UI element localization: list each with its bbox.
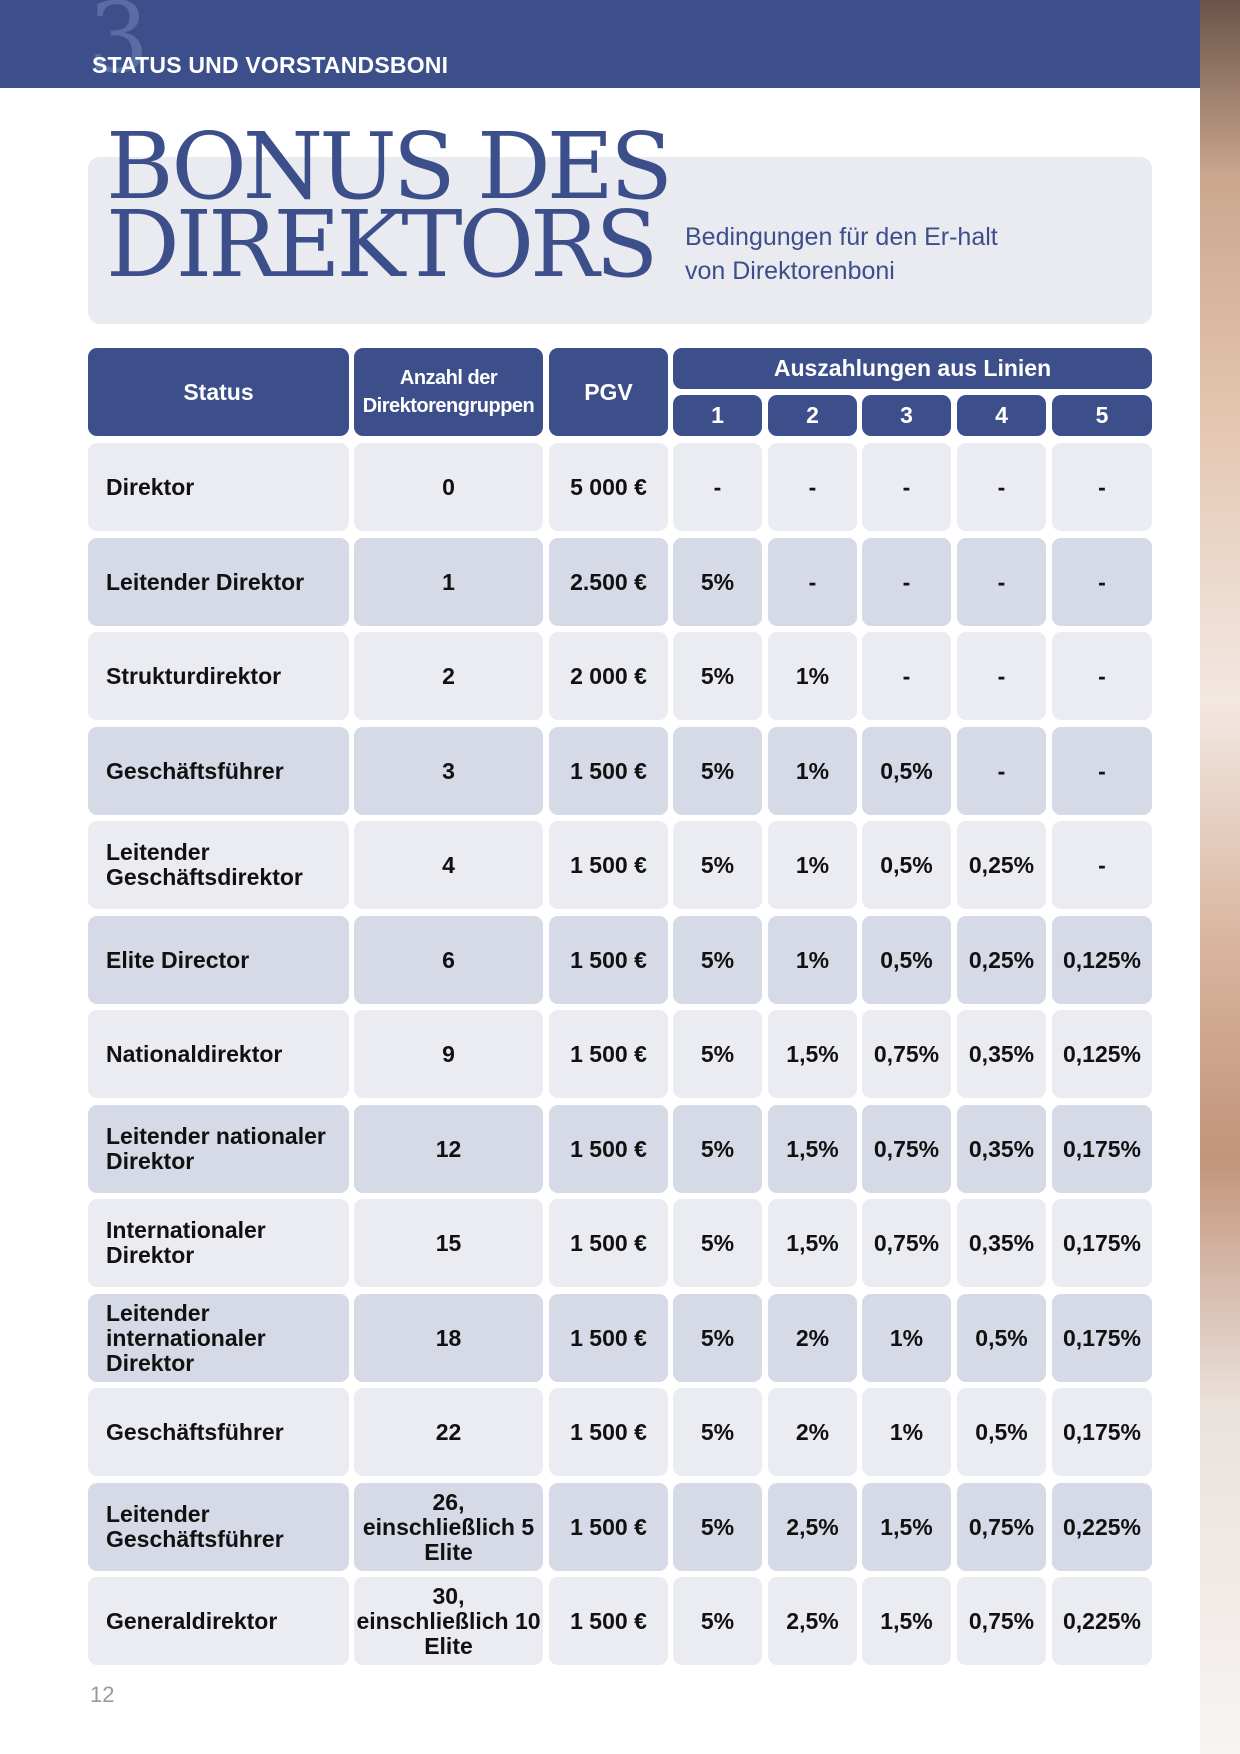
row-line-5: 0,175% (1052, 1105, 1152, 1193)
row-line-1: 5% (673, 632, 762, 720)
row-status: Internationaler Direktor (88, 1199, 349, 1287)
row-line-4: 0,25% (957, 916, 1046, 1004)
row-status: Leitender Direktor (88, 538, 349, 626)
row-pgv: 1 500 € (549, 1483, 668, 1571)
row-groups: 6 (354, 916, 543, 1004)
row-line-5: - (1052, 632, 1152, 720)
row-line-5: 0,225% (1052, 1483, 1152, 1571)
page-title-line-1: BONUS DES (106, 113, 669, 220)
row-line-2: 1% (768, 916, 857, 1004)
row-line-1: 5% (673, 1483, 762, 1571)
row-pgv: 1 500 € (549, 1577, 668, 1665)
row-line-5: 0,175% (1052, 1199, 1152, 1287)
row-line-4: 0,35% (957, 1105, 1046, 1193)
row-line-2: 2,5% (768, 1483, 857, 1571)
row-line-4: 0,75% (957, 1577, 1046, 1665)
row-line-1: 5% (673, 916, 762, 1004)
row-pgv: 1 500 € (549, 821, 668, 909)
row-groups: 18 (354, 1294, 543, 1382)
row-groups: 1 (354, 538, 543, 626)
row-line-3: - (862, 632, 951, 720)
row-status: Leitender nationaler Direktor (88, 1105, 349, 1193)
header-line-4: 4 (957, 395, 1046, 436)
row-line-2: 2% (768, 1388, 857, 1476)
row-pgv: 1 500 € (549, 916, 668, 1004)
row-line-2: 1% (768, 632, 857, 720)
row-line-5: - (1052, 538, 1152, 626)
row-groups: 3 (354, 727, 543, 815)
row-pgv: 1 500 € (549, 1105, 668, 1193)
row-pgv: 1 500 € (549, 1199, 668, 1287)
row-line-5: 0,175% (1052, 1294, 1152, 1382)
header-line-5: 5 (1052, 395, 1152, 436)
row-line-5: 0,175% (1052, 1388, 1152, 1476)
row-groups: 12 (354, 1105, 543, 1193)
row-status: Leitender Geschäftsdirektor (88, 821, 349, 909)
row-status: Leitender internationaler Direktor (88, 1294, 349, 1382)
row-line-1: 5% (673, 1388, 762, 1476)
row-line-4: 0,5% (957, 1294, 1046, 1382)
page-number: 12 (90, 1682, 115, 1707)
row-pgv: 1 500 € (549, 1010, 668, 1098)
row-line-3: - (862, 538, 951, 626)
row-status: Geschäftsführer (88, 1388, 349, 1476)
row-line-3: 0,75% (862, 1105, 951, 1193)
row-line-3: 0,5% (862, 916, 951, 1004)
row-line-3: 1,5% (862, 1483, 951, 1571)
row-line-2: 1% (768, 821, 857, 909)
row-line-5: 0,125% (1052, 916, 1152, 1004)
row-line-4: 0,5% (957, 1388, 1046, 1476)
row-groups: 30, einschließlich 10 Elite (354, 1577, 543, 1665)
row-pgv: 1 500 € (549, 727, 668, 815)
row-line-2: - (768, 538, 857, 626)
row-line-2: 1,5% (768, 1105, 857, 1193)
row-line-1: 5% (673, 1577, 762, 1665)
row-line-1: 5% (673, 1010, 762, 1098)
row-line-3: 0,75% (862, 1199, 951, 1287)
header-status: Status (88, 348, 349, 436)
row-groups: 15 (354, 1199, 543, 1287)
row-status: Strukturdirektor (88, 632, 349, 720)
row-line-2: 1,5% (768, 1199, 857, 1287)
row-line-1: - (673, 443, 762, 531)
row-line-1: 5% (673, 1294, 762, 1382)
row-line-4: 0,75% (957, 1483, 1046, 1571)
row-pgv: 2.500 € (549, 538, 668, 626)
row-status: Nationaldirektor (88, 1010, 349, 1098)
chapter-number: 3 (88, 0, 150, 94)
row-status: Direktor (88, 443, 349, 531)
row-line-5: 0,125% (1052, 1010, 1152, 1098)
row-groups: 9 (354, 1010, 543, 1098)
row-line-4: 0,35% (957, 1199, 1046, 1287)
row-status: Generaldirektor (88, 1577, 349, 1665)
row-groups: 22 (354, 1388, 543, 1476)
row-line-1: 5% (673, 1199, 762, 1287)
row-line-2: 2,5% (768, 1577, 857, 1665)
page-title (106, 113, 669, 298)
row-line-5: - (1052, 727, 1152, 815)
row-line-2: 1,5% (768, 1010, 857, 1098)
row-groups: 4 (354, 821, 543, 909)
row-line-3: 1% (862, 1388, 951, 1476)
page-title-line-2: DIREKTORS (106, 191, 655, 298)
background-photo (1200, 0, 1240, 1754)
chapter-title: STATUS UND VORSTANDSBONI (92, 52, 449, 78)
row-line-1: 5% (673, 1105, 762, 1193)
row-status: Leitender Geschäftsführer (88, 1483, 349, 1571)
header-line-1: 1 (673, 395, 762, 436)
row-status: Elite Director (88, 916, 349, 1004)
page-subtitle: Bedingungen für den Er-halt von Direktorenboni (685, 223, 998, 285)
header-line-2: 2 (768, 395, 857, 436)
row-pgv: 5 000 € (549, 443, 668, 531)
row-line-2: - (768, 443, 857, 531)
row-pgv: 1 500 € (549, 1294, 668, 1382)
row-line-2: 2% (768, 1294, 857, 1382)
row-line-3: 0,5% (862, 821, 951, 909)
row-line-3: 1,5% (862, 1577, 951, 1665)
row-line-1: 5% (673, 538, 762, 626)
row-line-2: 1% (768, 727, 857, 815)
header-line-3: 3 (862, 395, 951, 436)
row-pgv: 2 000 € (549, 632, 668, 720)
row-status: Geschäftsführer (88, 727, 349, 815)
row-line-4: 0,25% (957, 821, 1046, 909)
row-line-1: 5% (673, 821, 762, 909)
row-groups: 0 (354, 443, 543, 531)
row-line-5: - (1052, 443, 1152, 531)
header-payouts: Auszahlungen aus Linien (673, 348, 1152, 389)
row-line-1: 5% (673, 727, 762, 815)
row-groups: 26, einschließlich 5 Elite (354, 1483, 543, 1571)
row-line-4: - (957, 632, 1046, 720)
row-line-3: 1% (862, 1294, 951, 1382)
row-line-4: - (957, 538, 1046, 626)
row-line-4: - (957, 727, 1046, 815)
row-line-4: - (957, 443, 1046, 531)
row-line-3: 0,5% (862, 727, 951, 815)
row-groups: 2 (354, 632, 543, 720)
row-line-5: - (1052, 821, 1152, 909)
row-line-3: 0,75% (862, 1010, 951, 1098)
row-line-4: 0,35% (957, 1010, 1046, 1098)
row-pgv: 1 500 € (549, 1388, 668, 1476)
row-line-3: - (862, 443, 951, 531)
row-line-5: 0,225% (1052, 1577, 1152, 1665)
header-groups: Anzahl der Direktorengruppen (354, 348, 543, 436)
header-pgv: PGV (549, 348, 668, 436)
